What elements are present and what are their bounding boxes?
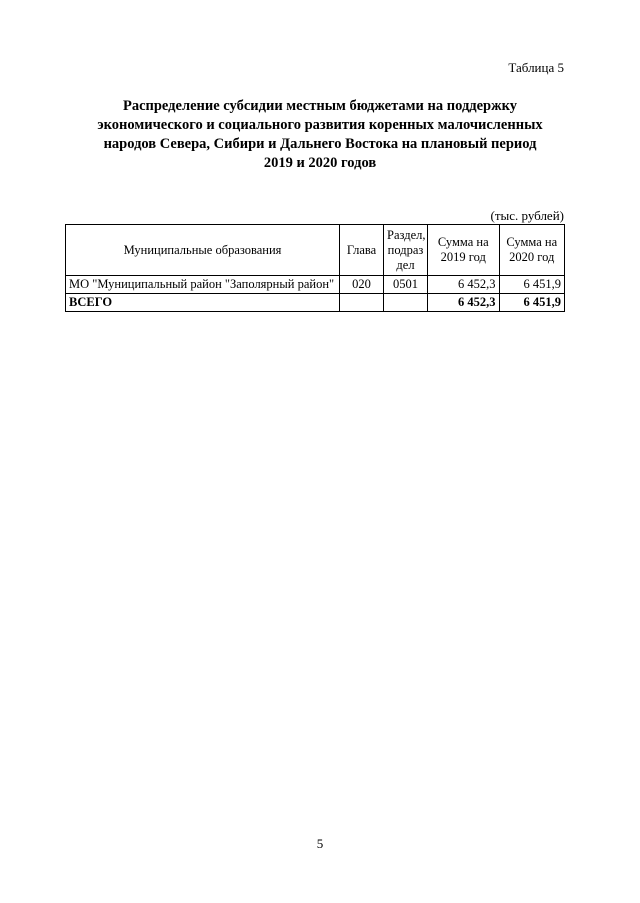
cell-glava: 020 — [340, 276, 384, 294]
header-razdel-line: Раздел, — [387, 227, 426, 242]
cell-municipality: МО "Муниципальный район "Заполярный район" — [66, 276, 340, 294]
document-title — [60, 97, 580, 173]
header-razdel-line: подраз — [387, 242, 424, 257]
cell-sum-2020: 6 451,9 — [499, 276, 564, 294]
header-sum-2019-line: 2019 год — [440, 250, 486, 264]
cell-total-glava — [340, 294, 384, 312]
table-row — [66, 276, 565, 294]
table-total-row — [66, 294, 565, 312]
title-line: Распределение субсидии местным бюджетами на поддержку — [122, 98, 518, 114]
title-line: 2019 и 2020 годов — [263, 155, 377, 171]
header-razdel — [384, 225, 428, 276]
header-sum-2020-line: Сумма на — [506, 235, 558, 249]
subsidy-table — [65, 224, 565, 312]
table-header-row — [66, 225, 565, 276]
cell-total-sum-2019: 6 452,3 — [427, 294, 499, 312]
cell-razdel: 0501 — [384, 276, 428, 294]
header-sum-2019-line: Сумма на — [437, 235, 489, 249]
title-line: народов Севера, Сибири и Дальнего Востока на плановый период — [103, 136, 537, 152]
cell-total-label: ВСЕГО — [66, 294, 340, 312]
header-municipality: Муниципальные образования — [66, 225, 340, 276]
cell-total-razdel — [384, 294, 428, 312]
cell-sum-2019: 6 452,3 — [427, 276, 499, 294]
title-line: экономического и социального развития коренных малочисленных — [97, 117, 543, 133]
table-number-label: Таблица 5 — [508, 60, 564, 75]
page-number: 5 — [316, 836, 324, 851]
header-sum-2019 — [427, 225, 499, 276]
header-sum-2020-line: 2020 год — [509, 250, 555, 264]
header-razdel-line: дел — [396, 257, 415, 272]
header-glava: Глава — [340, 225, 384, 276]
cell-total-sum-2020: 6 451,9 — [499, 294, 564, 312]
units-label: (тыс. рублей) — [490, 208, 564, 223]
header-sum-2020 — [499, 225, 564, 276]
